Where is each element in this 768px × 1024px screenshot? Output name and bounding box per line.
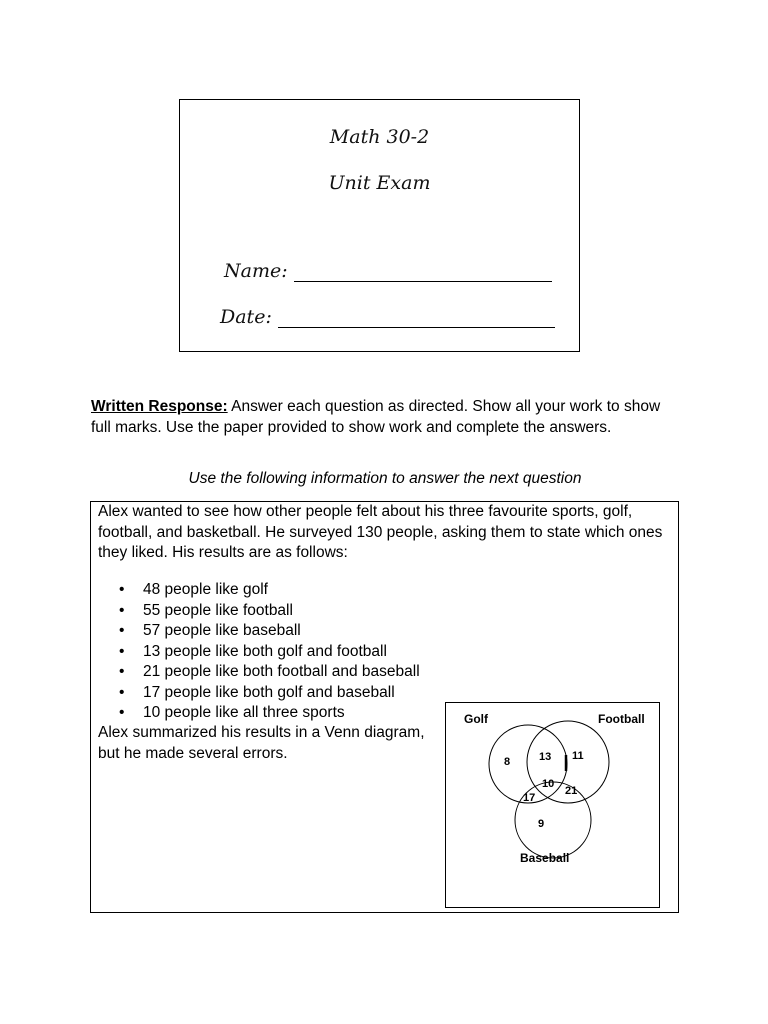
- list-item: • 57 people like baseball: [98, 621, 420, 642]
- region-football-baseball: 21: [565, 785, 578, 797]
- list-item: • 13 people like both golf and football: [98, 642, 420, 663]
- region-baseball-only: 9: [538, 818, 545, 830]
- date-field[interactable]: [220, 306, 555, 328]
- list-item: • 48 people like golf: [98, 580, 420, 601]
- course-title: Math 30-2: [329, 126, 430, 148]
- question-box: [90, 501, 679, 913]
- venn-diagram-box: [445, 702, 660, 908]
- name-line[interactable]: [294, 263, 552, 282]
- question-instruction: Use the following information to answer the next question: [188, 470, 582, 487]
- region-golf-baseball: 17: [523, 792, 536, 804]
- region-all-three: 10: [542, 778, 555, 790]
- list-item: • 21 people like both football and baseball: [98, 662, 420, 683]
- name-label: Name:: [224, 260, 288, 282]
- date-line[interactable]: [278, 309, 555, 328]
- exam-title: Unit Exam: [328, 172, 431, 194]
- golf-label: Golf: [464, 712, 488, 726]
- written-response-text: Answer each question as directed. Show all your work to show full marks. Use the paper provided to show work and complete the answers.: [91, 398, 661, 436]
- football-label: Football: [598, 712, 645, 726]
- region-football-only: 11: [572, 750, 584, 762]
- list-item: • 55 people like football: [98, 601, 420, 622]
- list-item: • 17 people like both golf and baseball: [98, 683, 420, 704]
- date-label: Date:: [220, 306, 272, 328]
- exam-cover-box: [179, 99, 580, 352]
- results-list: [98, 580, 420, 724]
- name-field[interactable]: [224, 260, 552, 282]
- question-intro: Alex wanted to see how other people felt about his three favourite sports, golf, football, and basketball. He surveyed 130 people, asking them to state which ones they liked. His results are as follows:: [98, 503, 663, 561]
- question-summary: Alex summarized his results in a Venn diagram, but he made several errors.: [98, 724, 425, 762]
- venn-diagram: [446, 703, 659, 907]
- list-item: • 10 people like all three sports: [98, 703, 420, 724]
- baseball-label: Baseball: [520, 851, 570, 865]
- region-golf-football: 13: [539, 751, 552, 763]
- region-golf-only: 8: [504, 756, 511, 768]
- written-response-paragraph: [91, 397, 671, 438]
- written-response-heading: Written Response:: [91, 398, 228, 415]
